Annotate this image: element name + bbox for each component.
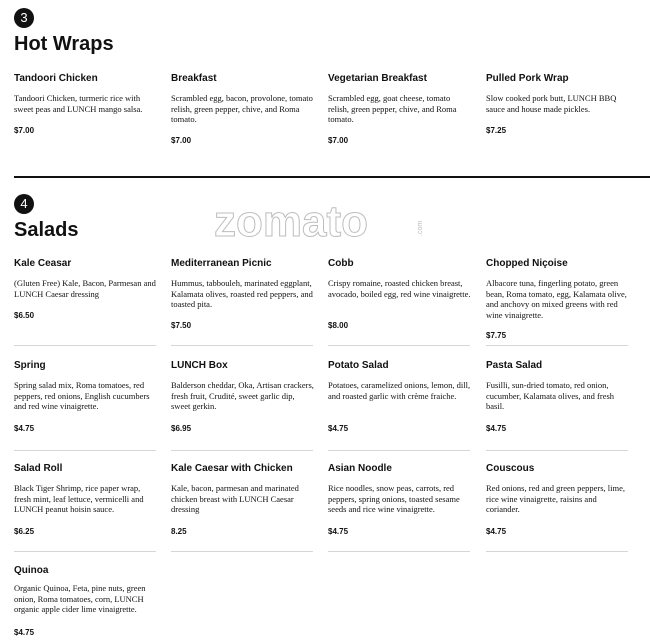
item-price: $4.75: [14, 424, 35, 433]
menu-item: [486, 463, 631, 553]
item-price: $6.25: [14, 527, 35, 536]
watermark-suffix: .com: [417, 220, 424, 236]
item-description: Black Tiger Shrimp, rice paper wrap, fresh mint, leaf lettuce, vermicelli and LUNCH peanut hoisin sauce.: [14, 483, 144, 514]
item-description: Albacore tuna, fingerling potato, green bean, Roma tomato, egg, Kalamata olive, and anchovy on mixed greens with red wine vinaigrette.: [486, 278, 627, 320]
menu-item: [171, 73, 316, 163]
item-name: Quinoa: [14, 565, 49, 576]
item-name: Pasta Salad: [486, 360, 543, 371]
menu-item: [171, 463, 316, 553]
item-name: Mediterranean Picnic: [171, 258, 272, 269]
item-name: Pulled Pork Wrap: [486, 73, 569, 84]
menu-item: [14, 360, 159, 452]
menu-item: [486, 73, 631, 163]
item-separator: [171, 450, 313, 451]
item-name: Spring: [14, 360, 46, 371]
section-salads: [0, 180, 650, 642]
item-separator: [486, 345, 628, 346]
item-price: $8.00: [328, 321, 349, 330]
item-separator: [171, 345, 313, 346]
section-divider: [14, 176, 650, 178]
item-price: $4.75: [328, 424, 349, 433]
menu-item: [14, 565, 159, 641]
item-separator: [328, 551, 470, 552]
item-description: Fusilli, sun-dried tomato, red onion, cucumber, Kalamata olives, and fresh basil.: [486, 380, 615, 411]
item-price: $7.00: [328, 136, 349, 145]
item-price: $6.95: [171, 424, 192, 433]
item-price: $4.75: [14, 628, 35, 637]
item-separator: [171, 551, 313, 552]
menu-item: [328, 360, 473, 452]
item-description: Slow cooked pork butt, LUNCH BBQ sauce and house made pickles.: [486, 93, 617, 114]
item-description: Red onions, red and green peppers, lime, rice wine vinaigrette, raisins and coriander.: [486, 483, 626, 514]
item-separator: [14, 345, 156, 346]
item-description: Spring salad mix, Roma tomatoes, red peppers, red onions, English cucumbers and red wine vinaigrette.: [14, 380, 150, 411]
item-separator: [14, 551, 156, 552]
section-title: Salads: [14, 219, 79, 241]
item-description: Potatoes, caramelized onions, lemon, dill, and roasted garlic with crème fraiche.: [328, 380, 471, 401]
item-price: $7.00: [14, 126, 35, 135]
item-name: Couscous: [486, 463, 535, 474]
item-separator: [486, 450, 628, 451]
item-description: Scrambled egg, bacon, provolone, tomato relish, green pepper, chive, and Roma tomato.: [171, 93, 313, 124]
menu-item: [171, 258, 316, 348]
item-name: Potato Salad: [328, 360, 389, 371]
item-separator: [486, 551, 628, 552]
menu-item: [486, 258, 631, 348]
item-name: Asian Noodle: [328, 463, 392, 474]
item-name: Kale Caesar with Chicken: [171, 463, 293, 474]
item-name: Tandoori Chicken: [14, 73, 98, 84]
item-name: Breakfast: [171, 73, 217, 84]
watermark-text: zomato: [214, 197, 368, 246]
item-name: Vegetarian Breakfast: [328, 73, 427, 84]
item-description: (Gluten Free) Kale, Bacon, Parmesan and LUNCH Caesar dressing: [14, 278, 156, 299]
menu-item: [328, 463, 473, 553]
item-price: $7.50: [171, 321, 192, 330]
item-description: Rice noodles, snow peas, carrots, red peppers, spring onions, toasted sesame seeds and rice wine vinaigrette.: [328, 483, 460, 514]
item-description: Tandoori Chicken, turmeric rice with sweet peas and LUNCH mango salsa.: [14, 93, 143, 114]
section-title: Hot Wraps: [14, 33, 114, 55]
menu-item: [171, 360, 316, 452]
item-price: 8.25: [171, 527, 187, 536]
item-name: Salad Roll: [14, 463, 63, 474]
item-name: Cobb: [328, 258, 354, 269]
item-description: Crispy romaine, roasted chicken breast, avocado, boiled egg, red wine vinaigrette.: [328, 278, 471, 299]
menu-item: [14, 73, 159, 163]
item-description: Kale, bacon, parmesan and marinated chicken breast with LUNCH Caesar dressing: [171, 483, 299, 514]
item-price: $6.50: [14, 311, 35, 320]
item-price: $7.75: [486, 331, 507, 340]
menu-item: [14, 258, 159, 348]
item-price: $4.75: [328, 527, 349, 536]
menu-item: [486, 360, 631, 452]
item-description: Scrambled egg, goat cheese, tomato relish, green pepper, chive, and Roma tomato.: [328, 93, 457, 124]
item-name: Kale Ceasar: [14, 258, 72, 269]
item-name: Chopped Niçoise: [486, 258, 568, 269]
menu-item: [328, 73, 473, 163]
item-price: $7.25: [486, 126, 507, 135]
item-description: Organic Quinoa, Feta, pine nuts, green onion, Roma tomatoes, corn, LUNCH organic apple cider lime vinaigrette.: [14, 583, 146, 614]
item-price: $7.00: [171, 136, 192, 145]
section-hot-wraps: [0, 0, 650, 170]
item-description: Balderson cheddar, Oka, Artisan crackers, fresh fruit, Crudité, sweet garlic dip, sweet gerkin.: [171, 380, 314, 411]
item-price: $4.75: [486, 424, 507, 433]
menu-item: [328, 258, 473, 348]
item-name: LUNCH Box: [171, 360, 228, 371]
item-separator: [328, 345, 470, 346]
item-price: $4.75: [486, 527, 507, 536]
menu-item: [14, 463, 159, 553]
item-separator: [14, 450, 156, 451]
item-separator: [328, 450, 470, 451]
section-number-badge: 3: [14, 8, 34, 28]
section-number-badge: 4: [14, 194, 34, 214]
item-description: Hummus, tabbouleh, marinated eggplant, Kalamata olives, roasted red peppers, and toasted pita.: [171, 278, 313, 309]
